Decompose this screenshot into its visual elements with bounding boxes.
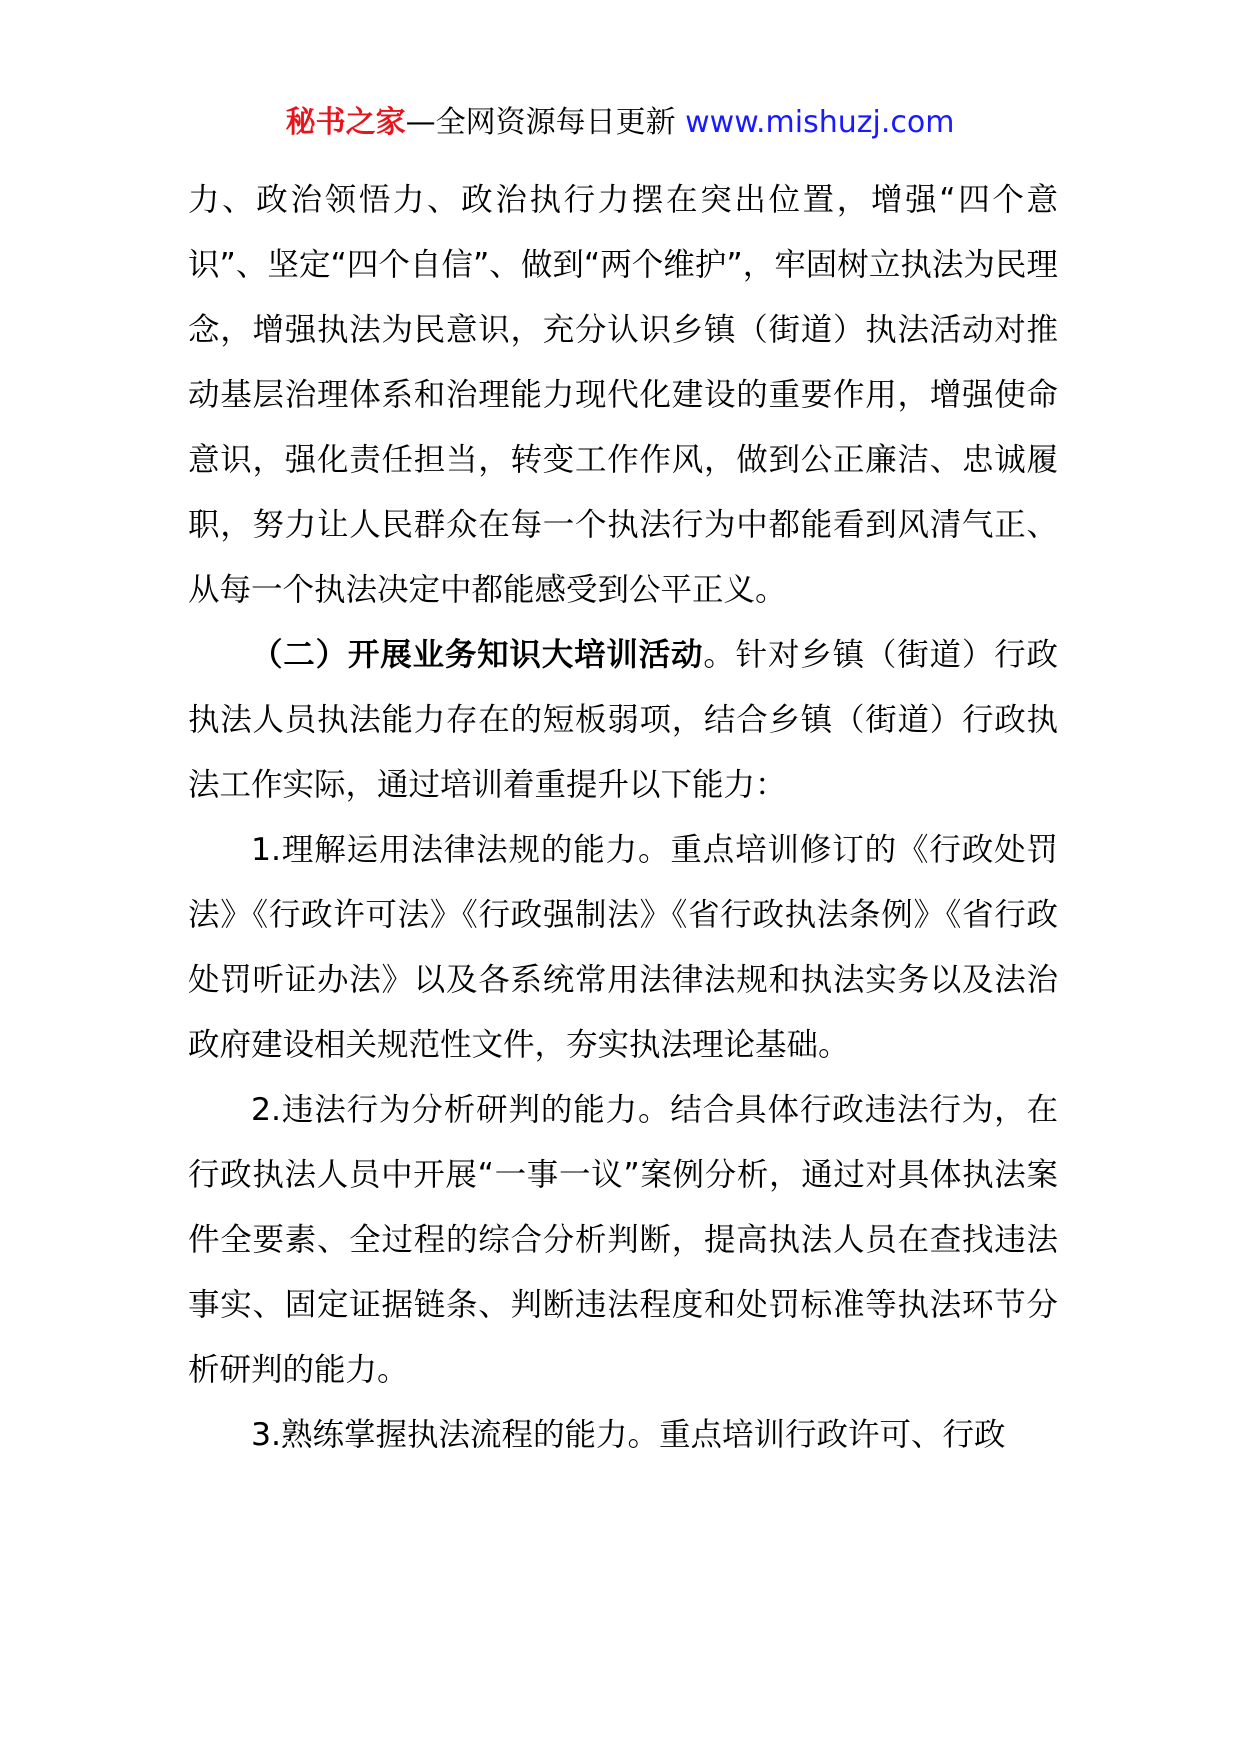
paragraph: [188, 1078, 1058, 1403]
paragraph-text: 3.熟练掌握执法流程的能力。重点培训行政许可、行政: [251, 1417, 1006, 1453]
paragraph: [188, 623, 1058, 818]
paragraph-text: 。针对乡镇（街道）行政执法人员执法能力存在的短板弱项，结合乡镇（街道）行政执法工作实际，通过培训着重提升以下能力：: [188, 637, 1058, 803]
site-header: [0, 103, 1240, 143]
paragraph-text: 1.理解运用法律法规的能力。重点培训修订的《行政处罚法》《行政许可法》《行政强制法》《省行政执法条例》《省行政处罚听证办法》以及各系统常用法律法规和执法实务以及法治政府建设相关规范性文件，夯实执法理论基础。: [188, 832, 1058, 1063]
paragraph: [188, 168, 1058, 623]
paragraph-text: 力、政治领悟力、政治执行力摆在突出位置，增强“四个意识”、坚定“四个自信”、做到“两个维护”，牢固树立执法为民理念，增强执法为民意识，充分认识乡镇（街道）执法活动对推动基层治理体系和治理能力现代化建设的重要作用，增强使命意识，强化责任担当，转变工作作风，做到公正廉洁、忠诚履职，努力让人民群众在每一个执法行为中都能看到风清气正、从每一个执法决定中都能感受到公平正义。: [188, 182, 1058, 608]
paragraph: [188, 818, 1058, 1078]
site-tagline: —全网资源每日更新: [405, 105, 686, 140]
site-brand: 秘书之家: [285, 105, 406, 140]
site-url[interactable]: www.mishuzj.com: [685, 105, 955, 140]
section-heading: （二）开展业务知识大培训活动: [251, 637, 704, 673]
document-body: [188, 168, 1058, 1468]
paragraph-text: 2.违法行为分析研判的能力。结合具体行政违法行为，在行政执法人员中开展“一事一议”案例分析，通过对具体执法案件全要素、全过程的综合分析判断，提高执法人员在查找违法事实、固定证据链条、判断违法程度和处罚标准等执法环节分析研判的能力。: [188, 1092, 1058, 1388]
paragraph: [188, 1403, 1058, 1468]
